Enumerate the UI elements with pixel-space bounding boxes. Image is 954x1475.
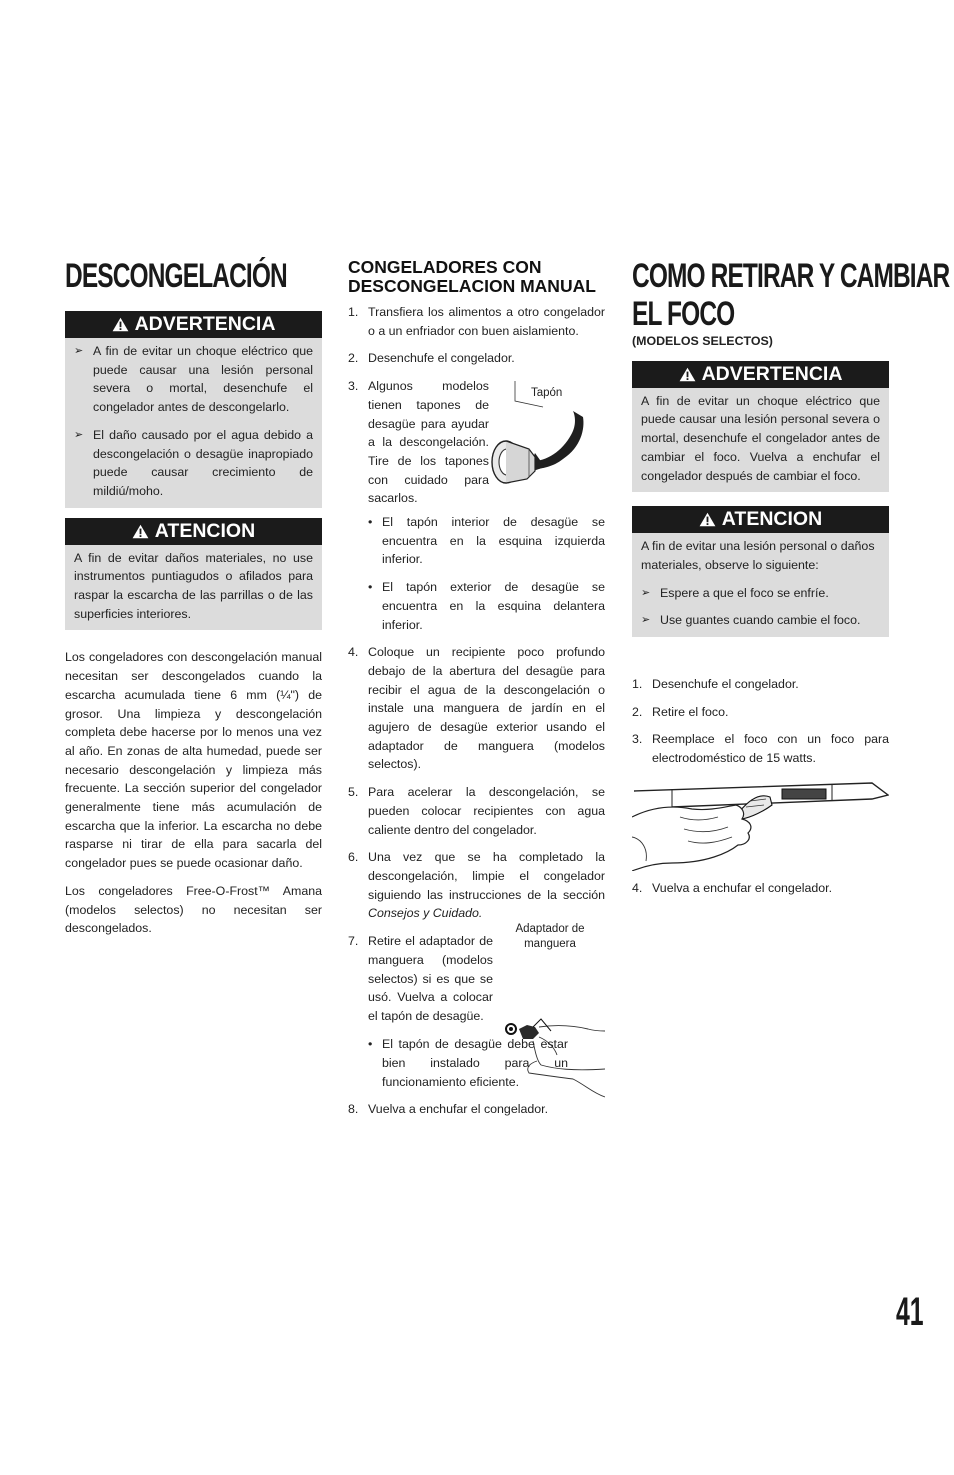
caution-box [632,533,889,637]
section-title: COMO RETIRAR Y CAMBIAR EL FOCO [632,257,950,333]
warning-icon [112,313,129,340]
caution-label: ATENCION [721,508,823,531]
paragraph: Los congeladores con descongelación manual necesitan ser descongelados cuando la escarcha acumulada tiene 6 mm (¼") de grosor. Una limpieza y descongelación completa debe hacerse por lo menos una vez al año. En zonas de alta humedad, puede ser necesario descongelación y limpieza más frecuente. La sección superior del congelador generalmente tiene más acumulación de escarcha que la inferior. La escarcha no debe rasparse ni tirar de ella para sacarla del congelador pues se puede ocasionar daño. [65,650,322,871]
paragraph: Los congeladores Free-O-Frost™ Amana (modelos selectos) no necesitan ser descongelados. [65,883,322,936]
defrost-steps [348,303,605,508]
column-defrosting [65,255,322,947]
adapter-note [348,1035,568,1091]
warning-box [65,338,322,508]
caution-item: ➢ Espere a que el foco se enfríe. [641,584,880,603]
warning-label: ADVERTENCIA [134,313,276,335]
warning-label: ADVERTENCIA [701,362,843,385]
step: 3. Reemplace el foco con un foco para electrodoméstico de 15 watts. [632,732,889,766]
drain-plug-figure [489,377,605,499]
step: 1. Transfiera los alimentos a otro congelador o a un enfriador con buen aislamiento. [348,305,605,338]
step: 2. Desenchufe el congelador. [348,351,515,366]
section-heading: CONGELADORES CON DESCONGELACION MANUAL [348,257,596,296]
bullet: • El tapón de desagüe debe estar bien instalado para un funcionamiento eficiente. [368,1035,568,1091]
column-bulb [632,255,950,907]
caution-label: ATENCION [154,519,256,542]
bullet: • El tapón interior de desagüe se encuentra en la esquina izquierda inferior. [368,513,605,569]
column-manual-defrost [348,255,605,1128]
warning-item: ➢ El daño causado por el agua debido a descongelación o desagüe inapropiado puede causar crecimiento de mildiú/moho. [74,426,313,501]
step: 4. Vuelva a enchufar el congelador. [632,880,833,895]
drain-plug-illustration [489,377,605,499]
hose-adapter-figure [493,923,605,1026]
step: 1. Desenchufe el congelador. [632,677,799,692]
bulb-steps [632,675,889,768]
page-title: DESCONGELACIÓN [65,257,287,295]
warning-item: ➢ A fin de evitar un choque eléctrico que puede causar una lesión personal severa o mortal, desenchufe el congelador antes de descongelarlo. [74,342,313,417]
defrost-steps-continued [348,643,605,1026]
bullet: • El tapón exterior de desagüe se encuentra en la esquina delantera inferior. [368,578,605,634]
drain-plug-notes [348,513,605,634]
step-with-figure: 3. Algunos modelos tienen tapones de desagüe para ayudar a la descongelación. Tire de los tapones con cuidado para sacarlos. Tapón [348,377,605,508]
warning-icon [699,508,716,535]
caution-intro: A fin de evitar una lesión personal o daños materiales, observe lo siguiente: [641,539,875,572]
adapter-label: Adaptador de manguera [515,923,585,951]
defrost-final-step [348,1100,605,1119]
caution-text: A fin de evitar daños materiales, no use instrumentos puntiagudos o afilados para raspar la escarcha de las parrillas o de las superficies interiores. [74,550,313,621]
plug-label: Tapón [531,387,563,400]
step: 8. Vuelva a enchufar el congelador. [348,1102,549,1117]
warning-text: A fin de evitar un choque eléctrico que puede causar una lesión personal severa o mortal, desenchufe el congelador antes de cambiar el foco. Vuelva a enchufar el congelador después de cambiar el foco. [641,393,880,483]
bulb-final-step [632,879,889,898]
caution-item: ➢ Use guantes cuando cambie el foco. [641,611,880,630]
step-with-figure: 7. Retire el adaptador de manguera (modelos selectos) si es que se usó. Vuelva a colocar el tapón de desagüe. Adaptador de manguera [348,932,605,1026]
warning-icon [679,363,696,390]
step: 2. Retire el foco. [632,704,729,719]
warning-box [632,388,889,493]
warning-banner [632,361,889,388]
caution-banner [632,506,889,533]
models-note: (MODELOS SELECTOS) [632,334,773,348]
bulb-replacement-illustration [632,777,889,871]
step: 4. Coloque un recipiente poco profundo debajo de la abertura del desagüe para recibir el agua de la descongelación o instale una manguera de jardín en el agujero de desagüe exterior usando el adaptador de manguera (modelos selectos). [348,645,605,772]
defrost-body [65,648,322,938]
step: 5. Para acelerar la descongelación, se pueden colocar recipientes con agua caliente dentro del congelador. [348,785,605,837]
warning-banner [65,311,322,338]
step: 6. Una vez que se ha completado la descongelación, limpie el congelador siguiendo las instrucciones de la sección Consejos y Cuidado. [348,850,605,921]
warning-icon [132,520,149,547]
page-number: 41 [896,1290,924,1334]
caution-banner [65,518,322,545]
caution-box [65,545,322,631]
